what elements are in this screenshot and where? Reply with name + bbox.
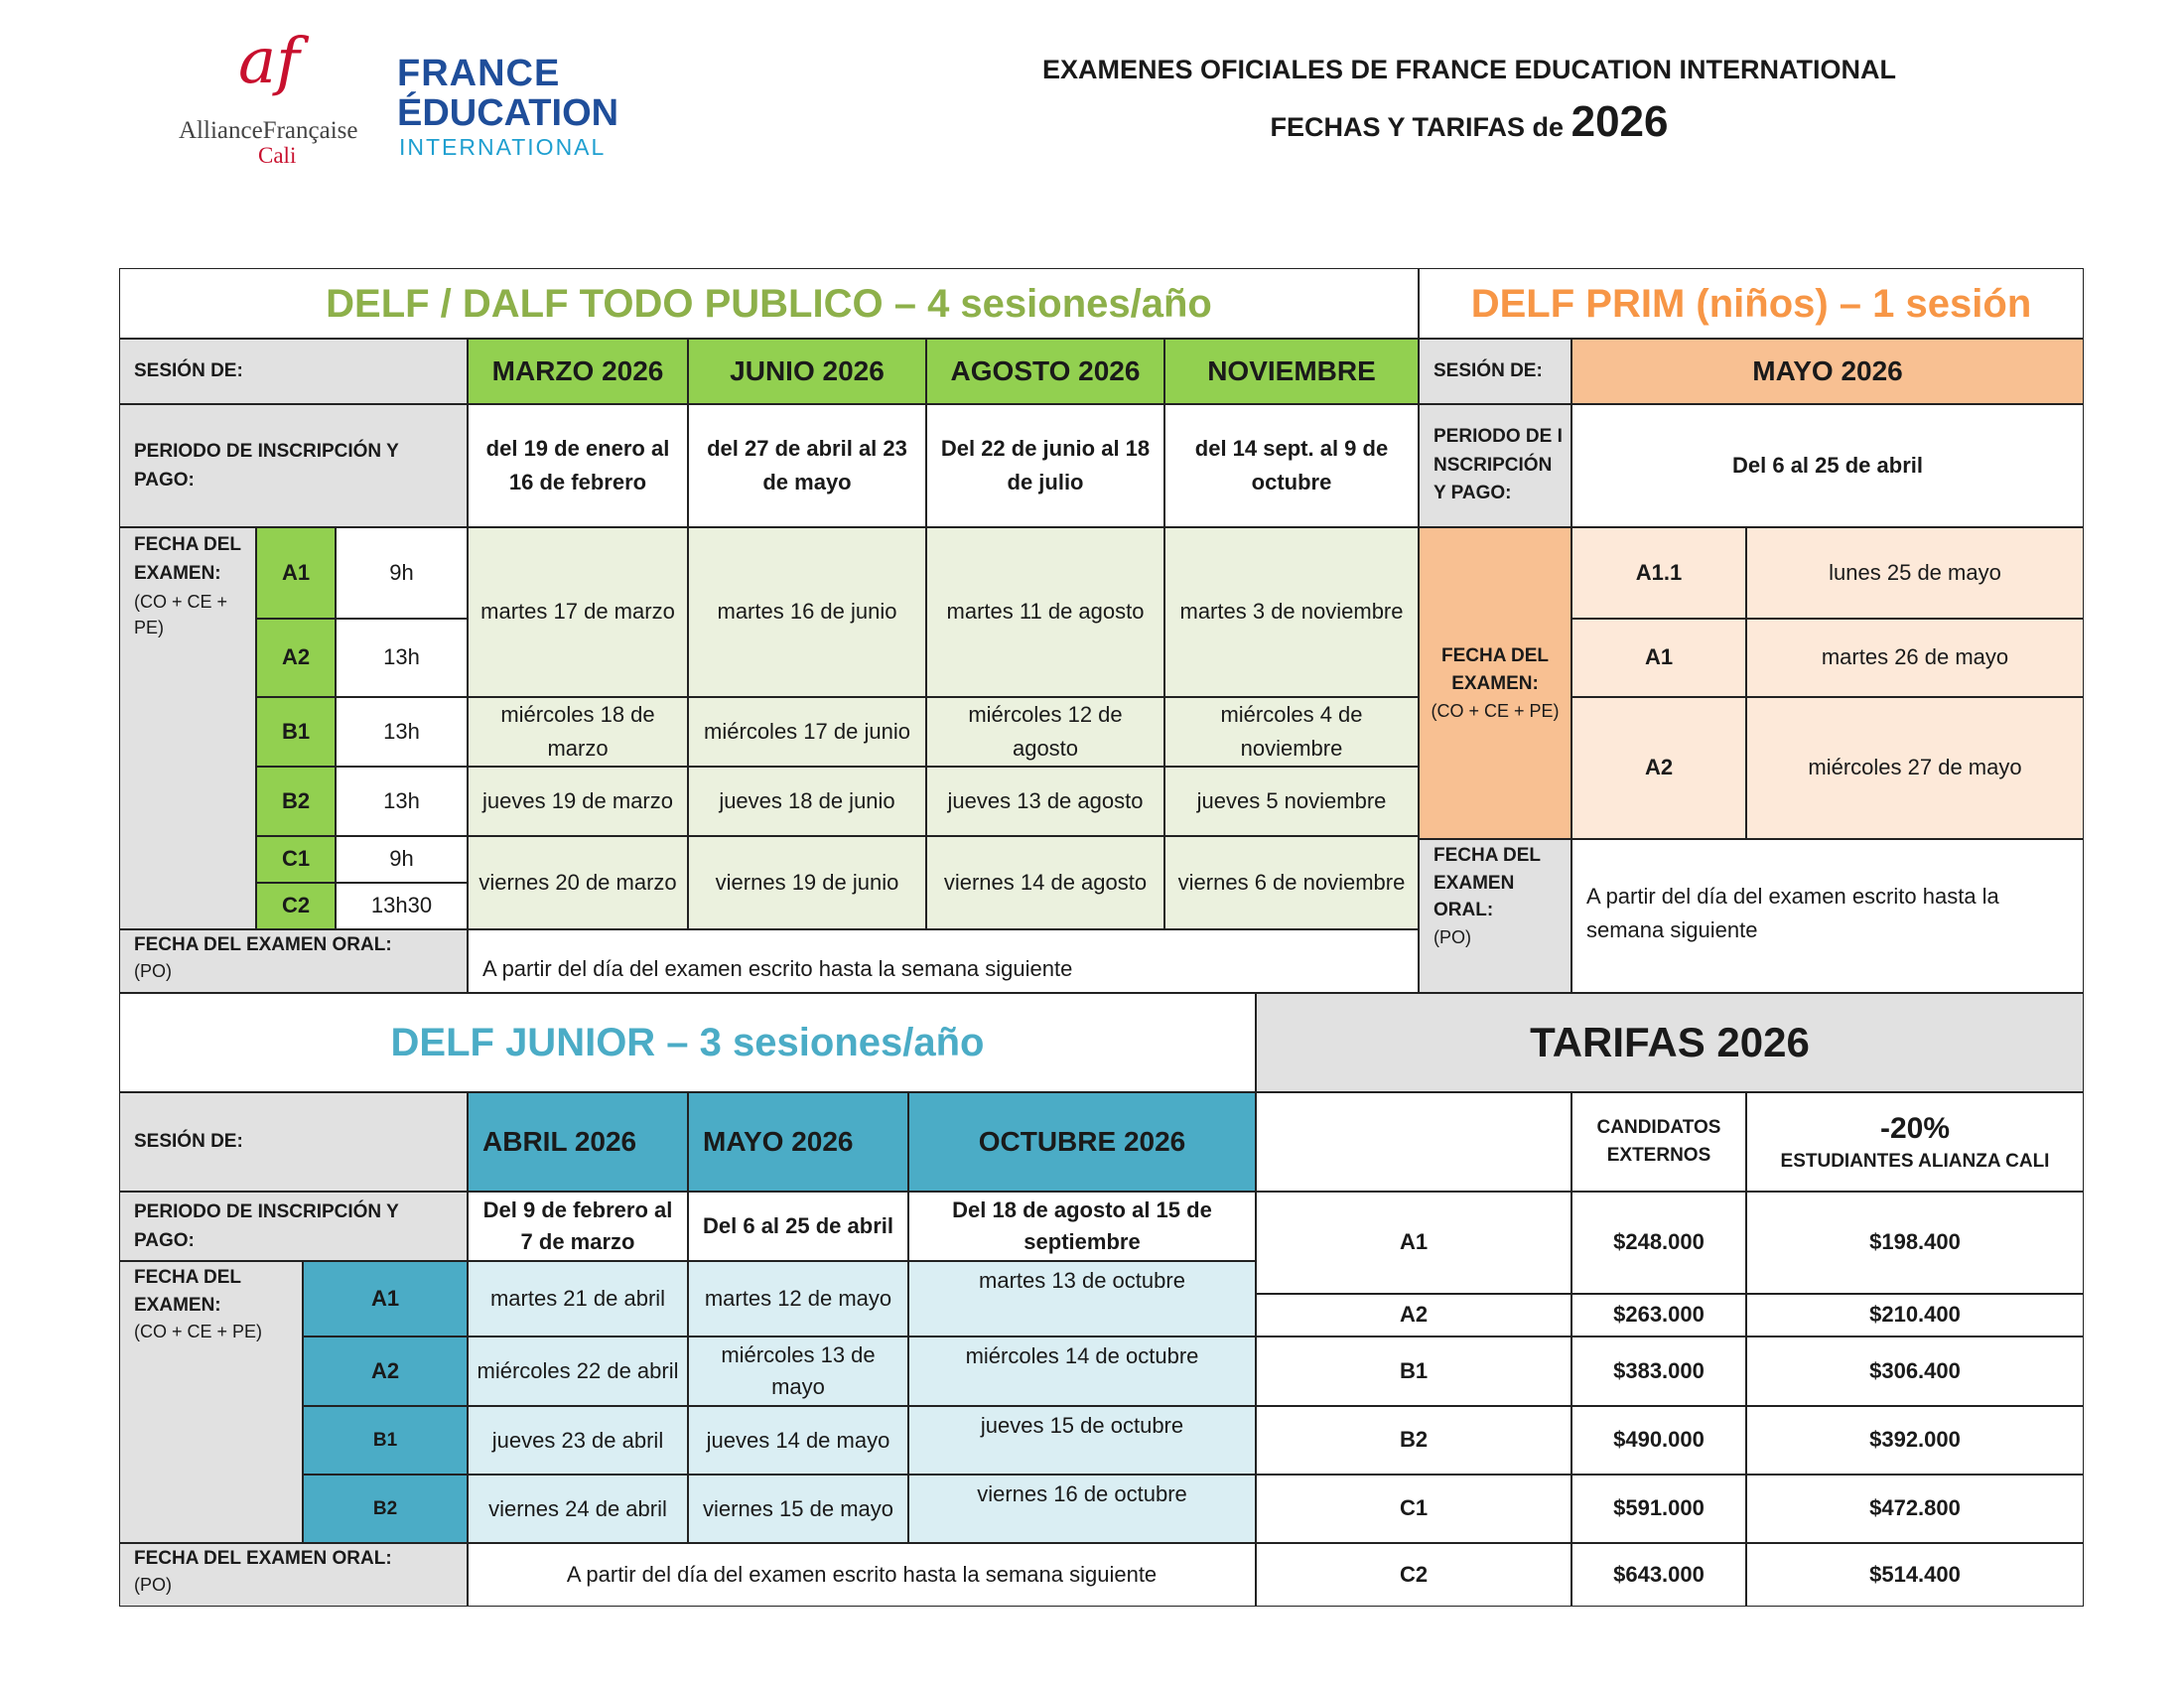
prim-exam-label-text: FECHA DEL EXAMEN:	[1440, 645, 1550, 694]
subtitle-year: 2026	[1570, 97, 1669, 146]
delf-junior-period-octubre: Del 18 de agosto al 15 de septiembre	[908, 1192, 1256, 1261]
delf-dalf-period-junio: del 27 de abril al 23 de mayo	[688, 404, 926, 527]
tarifas-external-c1: $591.000	[1571, 1475, 1746, 1543]
delf-junior-period-label: PERIODO DE INSCRIPCIÓN Y PAGO:	[119, 1192, 468, 1261]
delf-junior-a2-octubre: miércoles 14 de octubre	[908, 1336, 1256, 1406]
prim-exam-label-sub: (CO + CE + PE)	[1431, 700, 1560, 721]
delf-dalf-level-b1: B1	[256, 697, 336, 767]
delf-dalf-title: DELF / DALF TODO PUBLICO – 4 sesiones/año	[119, 268, 1419, 339]
af-name: AllianceFrançaise	[179, 117, 358, 144]
tarifas-student-b2: $392.000	[1746, 1406, 2084, 1475]
delf-junior-a1-abril: martes 21 de abril	[468, 1261, 688, 1336]
delf-dalf-session-noviembre: NOVIEMBRE	[1164, 339, 1419, 404]
delf-prim-oral-label	[1419, 839, 1571, 993]
delf-prim-period-label: PERIODO DE INSCRIPCIÓN Y PAGO:	[1419, 404, 1571, 527]
delf-prim-date-a2: miércoles 27 de mayo	[1746, 697, 2084, 839]
tarifas-external-a1: $248.000	[1571, 1192, 1746, 1294]
delf-dalf-period-agosto: Del 22 de junio al 18 de julio	[926, 404, 1164, 527]
subtitle-prefix: FECHAS Y TARIFAS de	[1270, 112, 1565, 142]
delf-dalf-exam-label	[119, 527, 256, 929]
delf-prim-session-label: SESIÓN DE:	[1419, 339, 1571, 404]
oral-label-text: FECHA DEL EXAMEN ORAL:	[134, 934, 392, 955]
tarifas-student-c2: $514.400	[1746, 1543, 2084, 1607]
delf-junior-level-a2: A2	[303, 1336, 468, 1406]
tarifas-level-c1: C1	[1256, 1475, 1571, 1543]
delf-junior-session-octubre: OCTUBRE 2026	[908, 1092, 1256, 1192]
delf-dalf-level-b2: B2	[256, 767, 336, 836]
delf-prim-exam-label	[1419, 527, 1571, 839]
delf-dalf-level-c1: C1	[256, 836, 336, 883]
prim-oral-label-sub: (PO)	[1433, 926, 1471, 947]
tarifas-level-b1: B1	[1256, 1336, 1571, 1406]
delf-dalf-time-a2: 13h	[336, 619, 468, 697]
delf-dalf-time-b2: 13h	[336, 767, 468, 836]
delf-junior-period-mayo: Del 6 al 25 de abril	[688, 1192, 908, 1261]
delf-junior-oral-text: A partir del día del examen escrito hasta la semana siguiente	[468, 1543, 1256, 1607]
tarifas-student-b1: $306.400	[1746, 1336, 2084, 1406]
af-mark: af	[238, 25, 300, 98]
junior-exam-label-text: FECHA DEL EXAMEN:	[134, 1267, 241, 1316]
tarifas-col-external: CANDIDATOS EXTERNOS	[1571, 1092, 1746, 1192]
tarifas-student-a1: $198.400	[1746, 1192, 2084, 1294]
delf-junior-b2-octubre: viernes 16 de octubre	[908, 1475, 1256, 1543]
delf-junior-session-mayo: MAYO 2026	[688, 1092, 908, 1192]
delf-dalf-session-junio: JUNIO 2026	[688, 339, 926, 404]
tarifas-external-c2: $643.000	[1571, 1543, 1746, 1607]
discount-sub: ESTUDIANTES ALIANZA CALI	[1780, 1151, 2050, 1173]
oral-label-sub: (PO)	[134, 960, 172, 981]
france-education-logo	[397, 55, 625, 169]
delf-dalf-date-a1a2-marzo: martes 17 de marzo	[468, 527, 688, 697]
delf-dalf-date-a1a2-noviembre: martes 3 de noviembre	[1164, 527, 1419, 697]
prim-oral-label-text: FECHA DEL EXAMEN ORAL:	[1433, 845, 1541, 921]
delf-dalf-level-a2: A2	[256, 619, 336, 697]
delf-junior-a2-abril: miércoles 22 de abril	[468, 1336, 688, 1406]
delf-junior-session-abril: ABRIL 2026	[468, 1092, 688, 1192]
delf-prim-date-a1: martes 26 de mayo	[1746, 619, 2084, 697]
delf-dalf-date-c-agosto: viernes 14 de agosto	[926, 836, 1164, 929]
delf-dalf-date-b1-agosto: miércoles 12 de agosto	[926, 697, 1164, 767]
delf-junior-level-b2: B2	[303, 1475, 468, 1543]
delf-prim-level-a1: A1	[1571, 619, 1746, 697]
fei-line1: FRANCE	[397, 53, 561, 94]
delf-dalf-date-b2-junio: jueves 18 de junio	[688, 767, 926, 836]
delf-dalf-date-b1-noviembre: miércoles 4 de noviembre	[1164, 697, 1419, 767]
delf-prim-period: Del 6 al 25 de abril	[1571, 404, 2084, 527]
tarifas-external-b1: $383.000	[1571, 1336, 1746, 1406]
delf-dalf-session-marzo: MARZO 2026	[468, 339, 688, 404]
delf-junior-b2-mayo: viernes 15 de mayo	[688, 1475, 908, 1543]
tarifas-level-b2: B2	[1256, 1406, 1571, 1475]
delf-junior-b1-abril: jueves 23 de abril	[468, 1406, 688, 1475]
tarifas-level-a2: A2	[1256, 1294, 1571, 1336]
delf-prim-session: MAYO 2026	[1571, 339, 2084, 404]
delf-junior-a1-octubre: martes 13 de octubre	[908, 1261, 1256, 1336]
fei-line2: ÉDUCATION	[397, 92, 619, 134]
delf-dalf-time-a1: 9h	[336, 527, 468, 619]
af-city: Cali	[258, 143, 297, 168]
delf-junior-oral-label	[119, 1543, 468, 1607]
delf-junior-exam-label	[119, 1261, 303, 1543]
delf-dalf-time-c2: 13h30	[336, 883, 468, 929]
tarifas-level-c2: C2	[1256, 1543, 1571, 1607]
delf-dalf-date-a1a2-agosto: martes 11 de agosto	[926, 527, 1164, 697]
junior-oral-label-text: FECHA DEL EXAMEN ORAL:	[134, 1548, 392, 1569]
delf-dalf-date-b2-noviembre: jueves 5 noviembre	[1164, 767, 1419, 836]
delf-dalf-session-label: SESIÓN DE:	[119, 339, 468, 404]
delf-junior-b2-abril: viernes 24 de abril	[468, 1475, 688, 1543]
page-title: EXAMENES OFICIALES DE FRANCE EDUCATION INTERNATIONAL	[1041, 55, 1897, 84]
delf-dalf-period-noviembre: del 14 sept. al 9 de octubre	[1164, 404, 1419, 527]
delf-prim-level-a11: A1.1	[1571, 527, 1746, 619]
delf-dalf-level-c2: C2	[256, 883, 336, 929]
exam-label-text: FECHA DEL EXAMEN:	[134, 534, 241, 585]
delf-dalf-period-marzo: del 19 de enero al 16 de febrero	[468, 404, 688, 527]
discount-percent: -20%	[1879, 1111, 1951, 1145]
delf-dalf-date-b2-agosto: jueves 13 de agosto	[926, 767, 1164, 836]
delf-junior-a2-mayo: miércoles 13 de mayo	[688, 1336, 908, 1406]
tarifas-title: TARIFAS 2026	[1256, 993, 2084, 1092]
delf-junior-level-a1: A1	[303, 1261, 468, 1336]
delf-dalf-date-b2-marzo: jueves 19 de marzo	[468, 767, 688, 836]
delf-prim-title: DELF PRIM (niños) – 1 sesión	[1419, 268, 2084, 339]
tarifas-external-b2: $490.000	[1571, 1406, 1746, 1475]
tarifas-header-blank	[1256, 1092, 1571, 1192]
delf-dalf-session-agosto: AGOSTO 2026	[926, 339, 1164, 404]
delf-junior-session-label: SESIÓN DE:	[119, 1092, 468, 1192]
delf-dalf-period-label: PERIODO DE INSCRIPCIÓN Y PAGO:	[119, 404, 468, 527]
delf-junior-b1-mayo: jueves 14 de mayo	[688, 1406, 908, 1475]
delf-dalf-date-b1-marzo: miércoles 18 de marzo	[468, 697, 688, 767]
tarifas-student-c1: $472.800	[1746, 1475, 2084, 1543]
delf-dalf-date-c-junio: viernes 19 de junio	[688, 836, 926, 929]
tarifas-external-a2: $263.000	[1571, 1294, 1746, 1336]
exam-label-sub: (CO + CE + PE)	[134, 591, 228, 637]
delf-prim-oral-text: A partir del día del examen escrito hasta la semana siguiente	[1571, 839, 2084, 993]
delf-junior-level-b1: B1	[303, 1406, 468, 1475]
delf-junior-a1-mayo: martes 12 de mayo	[688, 1261, 908, 1336]
delf-dalf-level-a1: A1	[256, 527, 336, 619]
junior-oral-label-sub: (PO)	[134, 1574, 172, 1595]
tarifas-col-discount	[1746, 1092, 2084, 1192]
delf-dalf-date-b1-junio: miércoles 17 de junio	[688, 697, 926, 767]
junior-exam-label-sub: (CO + CE + PE)	[134, 1322, 263, 1342]
delf-junior-period-abril: Del 9 de febrero al 7 de marzo	[468, 1192, 688, 1261]
tarifas-student-a2: $210.400	[1746, 1294, 2084, 1336]
delf-junior-b1-octubre: jueves 15 de octubre	[908, 1406, 1256, 1475]
fei-line3: INTERNATIONAL	[399, 134, 607, 160]
delf-prim-date-a11: lunes 25 de mayo	[1746, 527, 2084, 619]
page-subtitle	[1023, 97, 1916, 147]
delf-dalf-time-b1: 13h	[336, 697, 468, 767]
delf-junior-title: DELF JUNIOR – 3 sesiones/año	[119, 993, 1256, 1092]
tarifas-level-a1: A1	[1256, 1192, 1571, 1294]
delf-dalf-oral-text: A partir del día del examen escrito hasta la semana siguiente	[468, 929, 1419, 993]
delf-dalf-date-c-marzo: viernes 20 de marzo	[468, 836, 688, 929]
delf-prim-level-a2: A2	[1571, 697, 1746, 839]
delf-dalf-date-c-noviembre: viernes 6 de noviembre	[1164, 836, 1419, 929]
delf-dalf-time-c1: 9h	[336, 836, 468, 883]
delf-dalf-date-a1a2-junio: martes 16 de junio	[688, 527, 926, 697]
alliance-francaise-logo	[169, 25, 382, 169]
delf-dalf-oral-label	[119, 929, 468, 993]
